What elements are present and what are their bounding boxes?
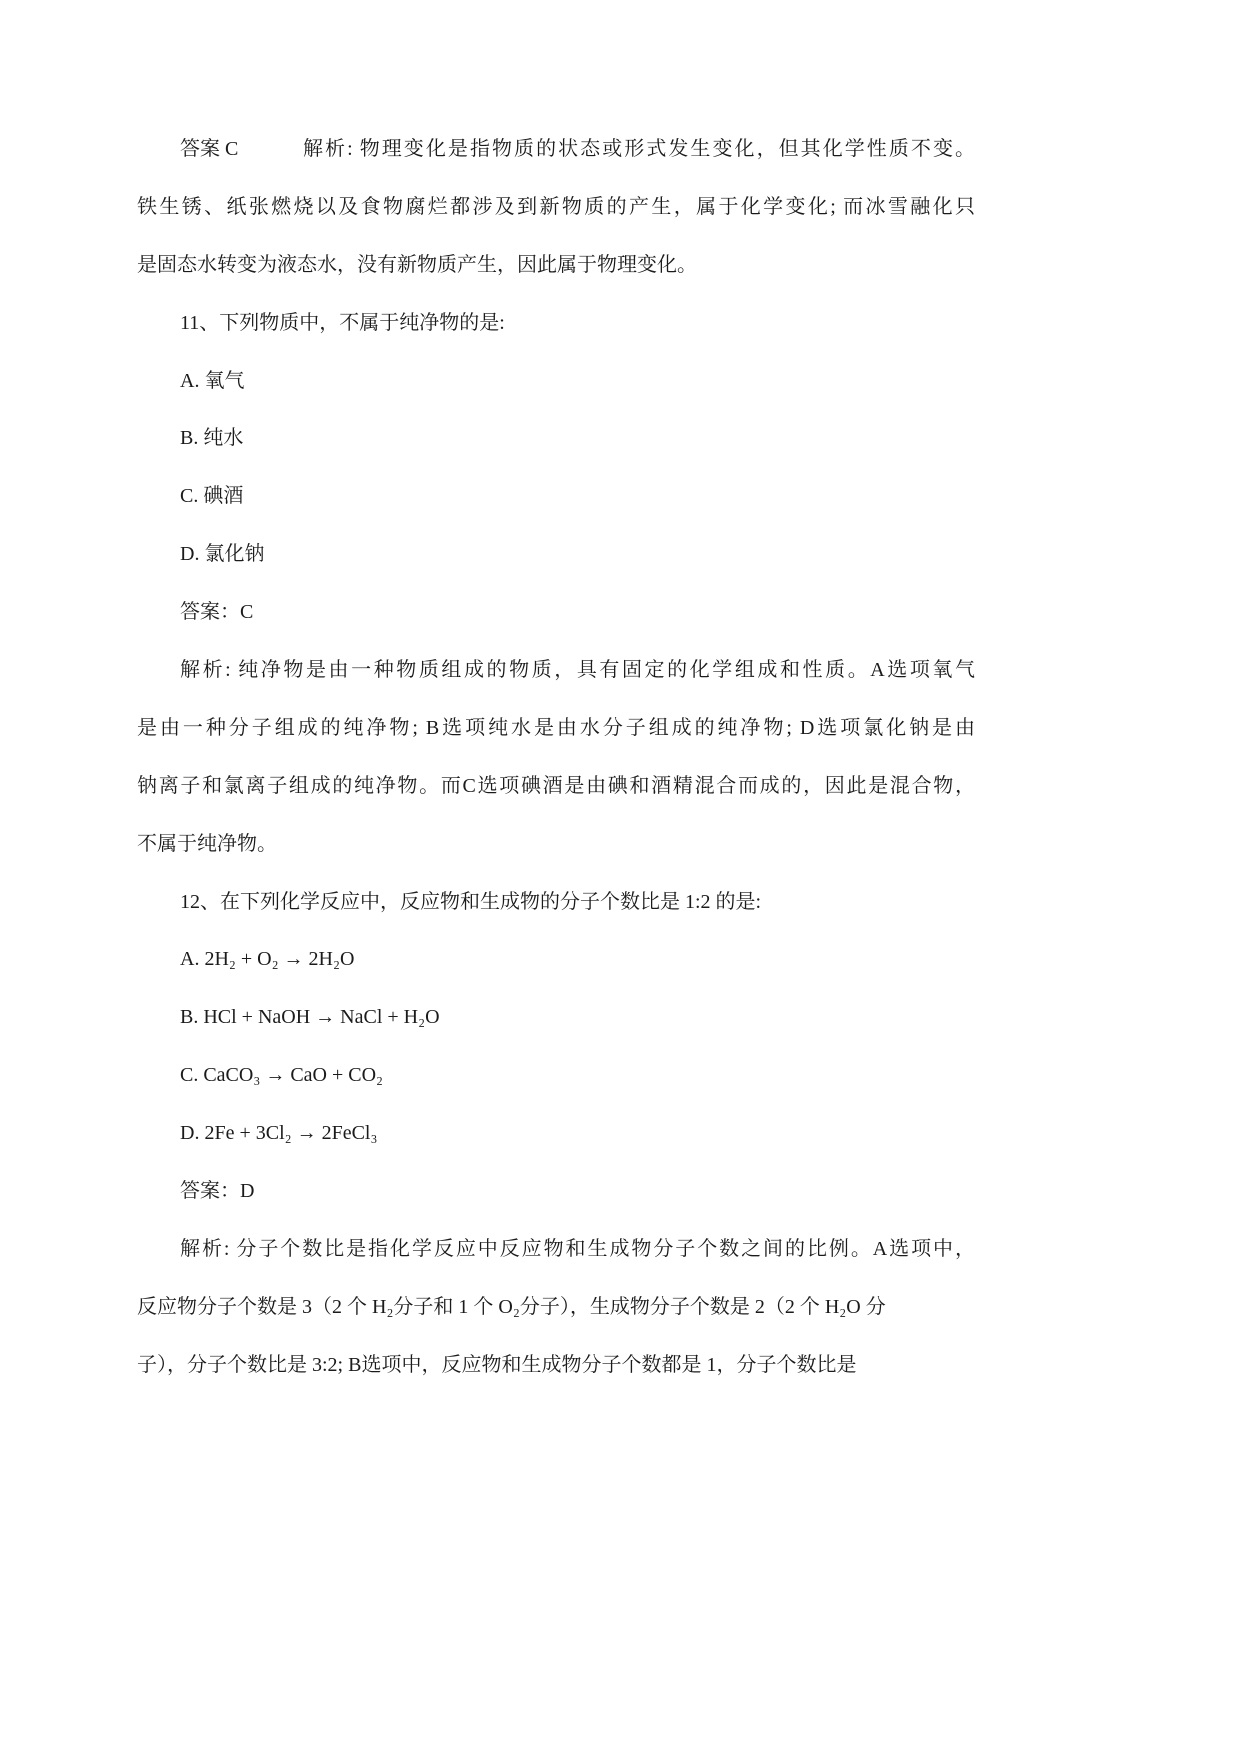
q11-explanation-line-2: 是由一种分子组成的纯净物; B选项纯水是由水分子组成的纯净物; D选项氯化钠是由: [137, 716, 975, 739]
q12-explanation-line-1: 解析: 分子个数比是指化学反应中反应物和生成物分子个数之间的比例。A选项中，: [180, 1237, 975, 1260]
q11-stem: 11、下列物质中，不属于纯净物的是:: [180, 311, 505, 334]
q11-option-c: C. 碘酒: [180, 485, 244, 508]
q10-explanation-line-1: 解析: 物理变化是指物质的状态或形式发生变化，但其化学性质不变。: [303, 138, 975, 160]
q11-answer: 答案：C: [180, 601, 254, 624]
document-page: [137, 121, 975, 1395]
q11-explanation-line-3: 钠离子和氯离子组成的纯净物。而C选项碘酒是由碘和酒精混合而成的，因此是混合物，: [137, 774, 975, 797]
q11-explanation-line-4: 不属于纯净物。: [137, 832, 277, 855]
q12-option-a: A. 2H₂ + O₂ → 2H₂O: [180, 948, 355, 971]
q10-explanation-line-2: 铁生锈、纸张燃烧以及食物腐烂都涉及到新物质的产生，属于化学变化; 而冰雪融化只: [137, 195, 975, 218]
q11-explanation-line-1: 解析: 纯净物是由一种物质组成的物质，具有固定的化学组成和性质。A选项氧气: [180, 659, 975, 682]
q12-option-d: D. 2Fe + 3Cl₂ → 2FeCl₃: [180, 1122, 378, 1145]
q10-explanation-line-3: 是固态水转变为液态水，没有新物质产生，因此属于物理变化。: [137, 253, 697, 276]
q12-explanation-line-2: 反应物分子个数是 3（2 个 H₂分子和 1 个 O₂分子），生成物分子个数是 2（2 个 H₂O 分: [137, 1295, 886, 1318]
q10-answer: 答案 C: [180, 138, 239, 160]
q10-answer-line: [137, 121, 975, 179]
q12-option-c: C. CaCO₃ → CaO + CO₂: [180, 1064, 384, 1087]
q11-option-b: B. 纯水: [180, 427, 244, 450]
q11-option-a: A. 氧气: [180, 369, 245, 392]
q12-explanation-line-3: 子），分子个数比是 3:2; B选项中，反应物和生成物分子个数都是 1，分子个数比是: [137, 1353, 857, 1376]
q12-answer: 答案：D: [180, 1180, 255, 1203]
q12-stem: 12、在下列化学反应中，反应物和生成物的分子个数比是 1:2 的是:: [180, 890, 762, 913]
q12-option-b: B. HCl + NaOH → NaCl + H₂O: [180, 1006, 440, 1029]
q11-option-d: D. 氯化钠: [180, 543, 265, 566]
